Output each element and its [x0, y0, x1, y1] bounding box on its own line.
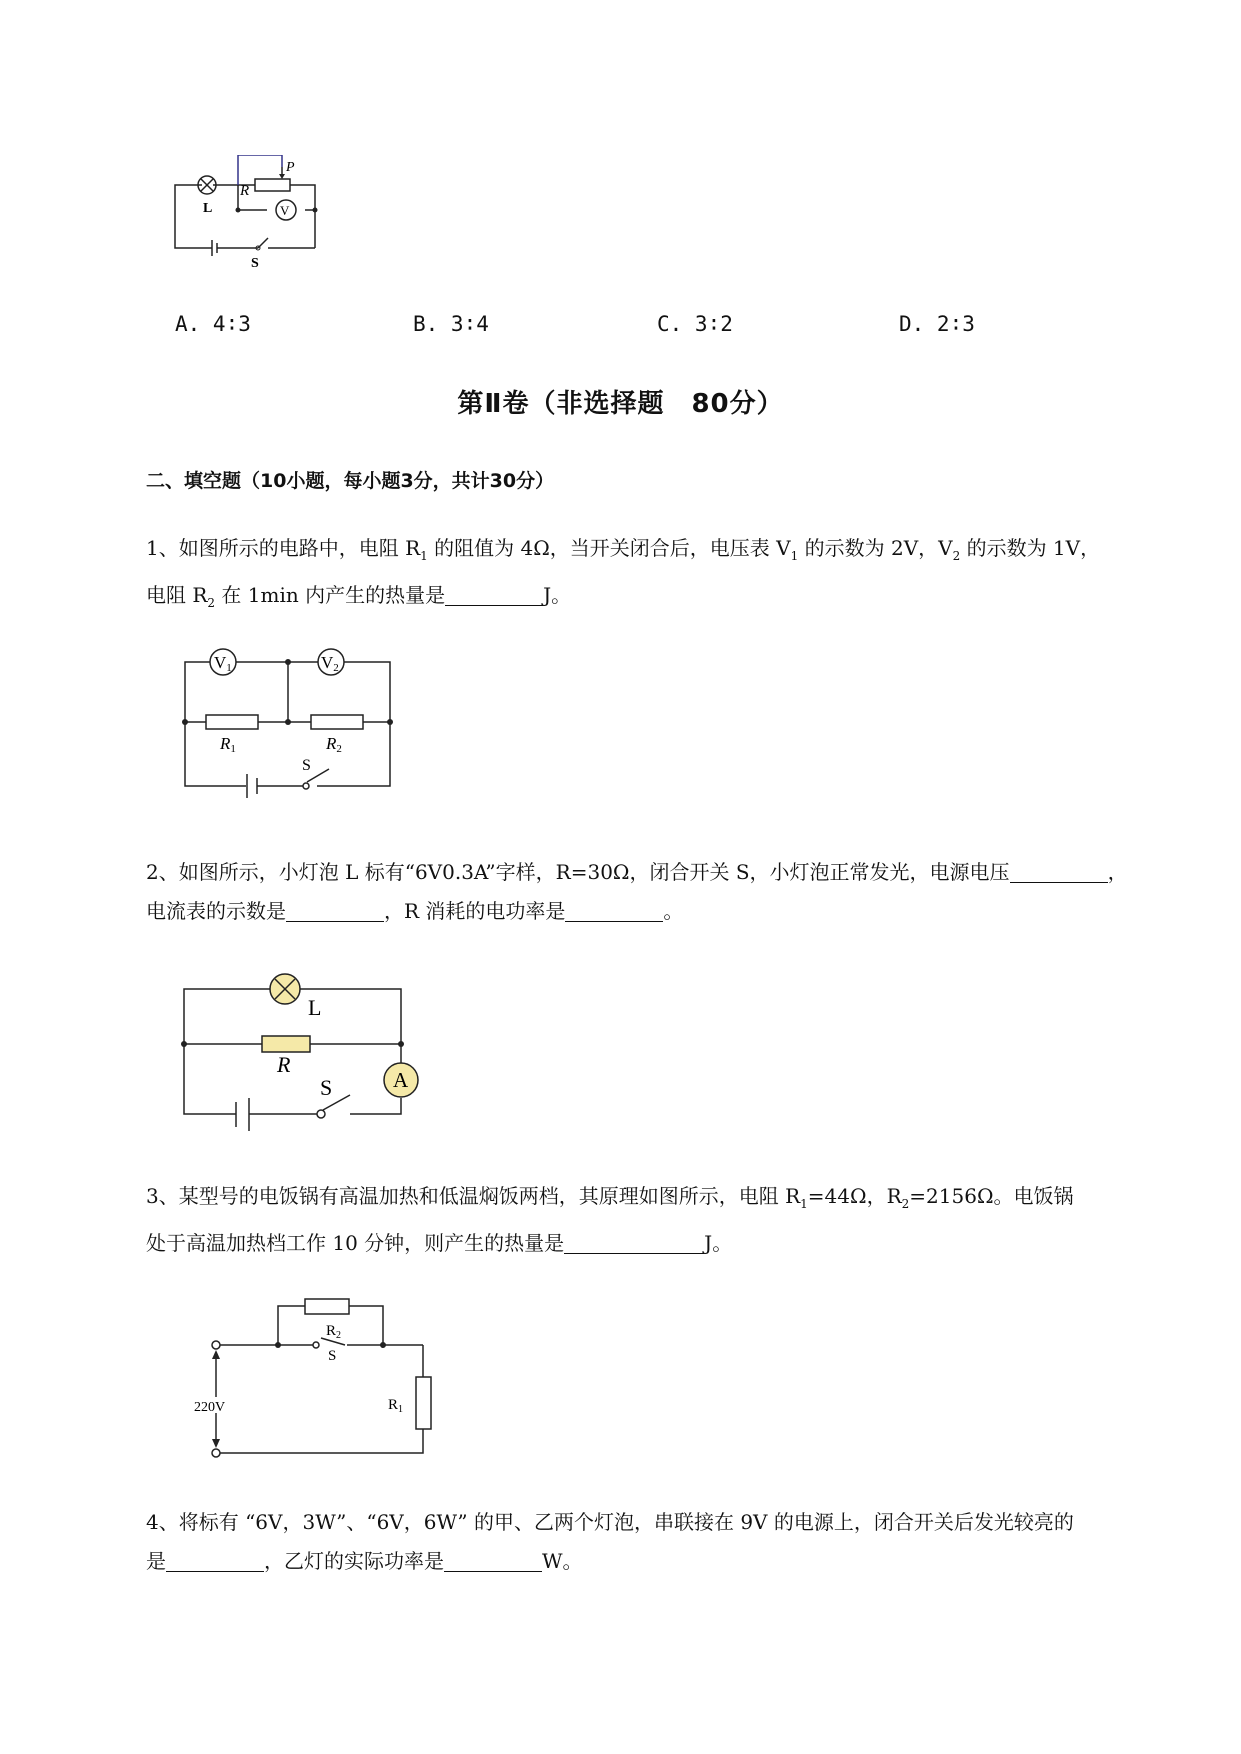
question-line: 2、如图所示，小灯泡 L 标有“6V0.3A”字样，R=30Ω，闭合开关 S，小灯泡正常发光，电源电压 ， — [146, 860, 1128, 884]
lamp-label: L — [308, 995, 322, 1020]
slider-label: P — [286, 160, 295, 175]
option-a[interactable]: A. 4∶3 — [175, 312, 251, 336]
q1-circuit-diagram — [178, 644, 398, 804]
r2-label: R2 — [326, 734, 342, 755]
question-line: 电流表的示数是 ，R 消耗的电功率是 。 — [146, 899, 684, 923]
voltage-label: 220V — [194, 1400, 226, 1415]
answer-blank[interactable] — [445, 583, 543, 606]
answer-blank[interactable] — [444, 1549, 542, 1572]
top-circuit-diagram — [170, 155, 350, 275]
question-line: 3、某型号的电饭锅有高温加热和低温焖饭两档，其原理如图所示，电阻 $R_1=44\Omega$，$R_2=2156\Omega$。电饭锅 — [146, 1184, 1074, 1211]
answer-blank[interactable] — [166, 1549, 264, 1572]
resistor-label: R — [277, 1052, 291, 1077]
v1-label: V1 — [214, 653, 232, 674]
v2-label: V2 — [321, 653, 339, 674]
option-b[interactable]: B. 3∶4 — [413, 312, 489, 336]
r1-label: R1 — [220, 734, 236, 755]
question-line: 电阻 $R_2$ 在 1min 内产生的热量是 J。 — [146, 583, 572, 610]
question-4 — [146, 1503, 1156, 1581]
answer-blank[interactable] — [565, 899, 663, 922]
option-d[interactable]: D. 2∶3 — [899, 312, 975, 336]
option-c[interactable]: C. 3∶2 — [657, 312, 733, 336]
question-line: 4、将标有 “6V，3W”、“6V，6W” 的甲、乙两个灯泡，串联接在 9V 的电源上，闭合开关后发光较亮的 — [146, 1510, 1074, 1534]
voltmeter-label: V — [280, 203, 290, 218]
switch-label: S — [302, 757, 311, 774]
r2-label: $R_2$ — [326, 1323, 342, 1341]
question-2 — [146, 853, 1156, 931]
question-1 — [146, 529, 1156, 623]
answer-blank[interactable] — [286, 899, 384, 922]
r1-label: $R_1$ — [388, 1397, 404, 1415]
ammeter-label: A — [393, 1068, 409, 1092]
part-heading: 二、填空题（10小题，每小题3分，共计30分） — [146, 470, 555, 492]
question-line: 处于高温加热档工作 10 分钟，则产生的热量是 J。 — [146, 1231, 733, 1255]
answer-blank[interactable] — [1010, 860, 1108, 883]
switch-label: S — [251, 256, 259, 271]
q2-circuit-diagram — [178, 967, 438, 1142]
q3-circuit-diagram — [190, 1285, 450, 1465]
question-line: 是 ，乙灯的实际功率是 W。 — [146, 1549, 583, 1573]
resistor-label: R — [240, 183, 250, 199]
section-title: 第Ⅱ卷（非选择题 80分） — [457, 389, 784, 419]
question-line: 1、如图所示的电路中，电阻 $R_1$ 的阻值为 4Ω，当开关闭合后，电压表 $V_1$ 的示数为 2V，$V_2$ 的示数为 1V， — [146, 536, 1101, 563]
lamp-label: L — [203, 201, 213, 216]
switch-label: S — [320, 1075, 333, 1100]
switch-label: S — [328, 1348, 337, 1364]
question-3 — [146, 1177, 1156, 1263]
answer-blank[interactable] — [564, 1231, 704, 1254]
